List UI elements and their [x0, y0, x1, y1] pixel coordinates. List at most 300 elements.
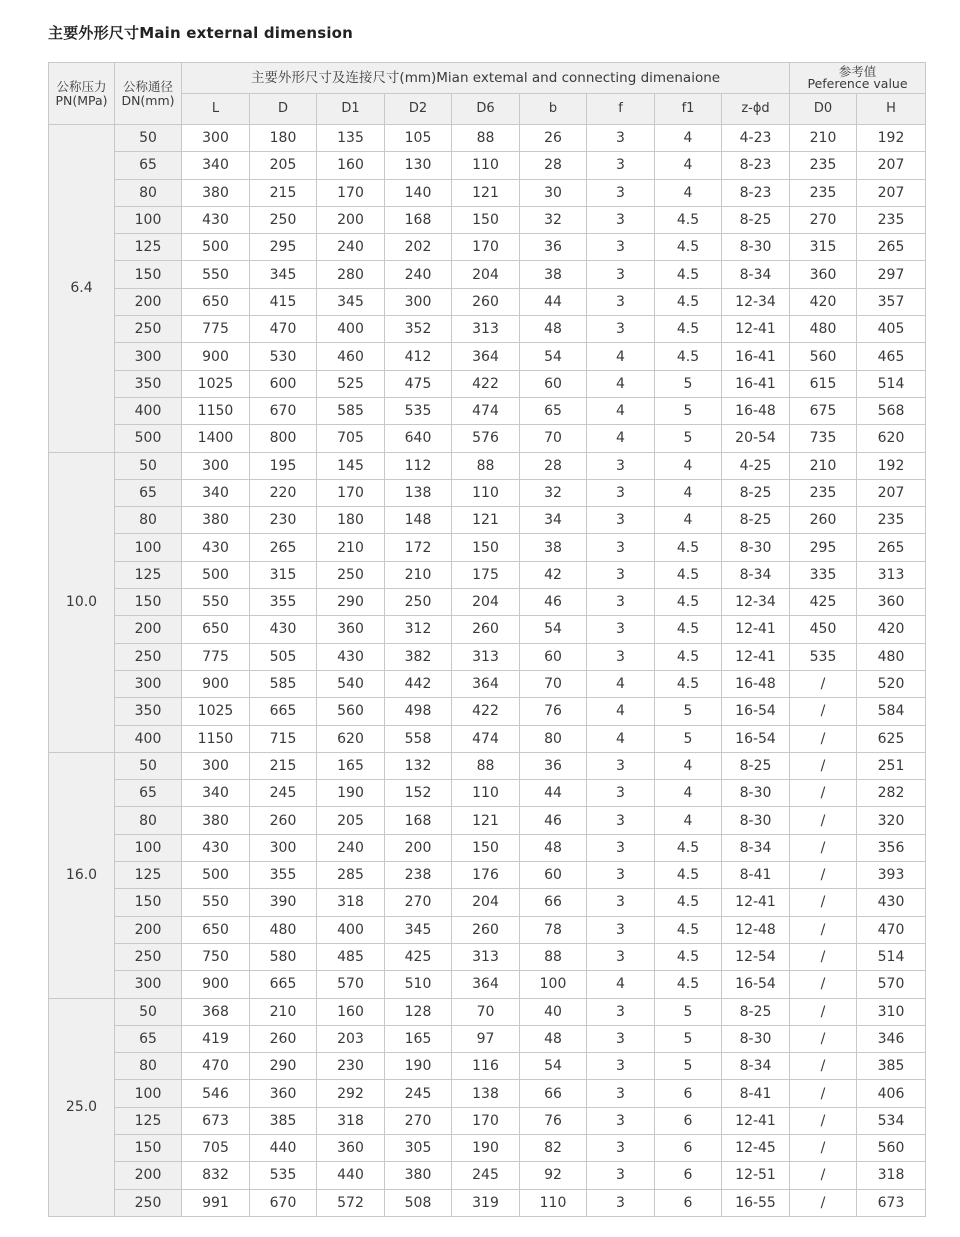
value-cell: 670 — [250, 1189, 317, 1216]
value-cell: 3 — [587, 561, 655, 588]
value-cell: 200 — [317, 206, 385, 233]
table-row — [49, 479, 926, 506]
value-cell: 203 — [317, 1025, 385, 1052]
value-cell: 340 — [182, 152, 250, 179]
value-cell: 8-25 — [722, 479, 790, 506]
value-cell: 240 — [385, 261, 452, 288]
value-cell: 498 — [385, 698, 452, 725]
table-row — [49, 561, 926, 588]
value-cell: 3 — [587, 589, 655, 616]
value-cell: 88 — [452, 752, 520, 779]
value-cell: 38 — [520, 261, 587, 288]
value-cell: 46 — [520, 589, 587, 616]
value-cell: / — [790, 971, 857, 998]
value-cell: 560 — [790, 343, 857, 370]
value-cell: 16-54 — [722, 725, 790, 752]
value-cell: 110 — [452, 479, 520, 506]
value-cell: 82 — [520, 1134, 587, 1161]
value-cell: 430 — [182, 534, 250, 561]
value-cell: 3 — [587, 261, 655, 288]
value-cell: 28 — [520, 452, 587, 479]
value-cell: 32 — [520, 206, 587, 233]
value-cell: 4 — [655, 152, 722, 179]
value-cell: 3 — [587, 752, 655, 779]
table-row — [49, 616, 926, 643]
value-cell: 382 — [385, 643, 452, 670]
value-cell: 3 — [587, 1053, 655, 1080]
value-cell: 360 — [317, 616, 385, 643]
value-cell: 368 — [182, 998, 250, 1025]
dn-cell: 250 — [115, 316, 182, 343]
value-cell: 220 — [250, 479, 317, 506]
table-row — [49, 1189, 926, 1216]
value-cell: 235 — [790, 179, 857, 206]
value-cell: 520 — [857, 670, 926, 697]
value-cell: 300 — [182, 125, 250, 152]
value-cell: 4 — [587, 971, 655, 998]
value-cell: 415 — [250, 288, 317, 315]
value-cell: 356 — [857, 834, 926, 861]
value-cell: 12-41 — [722, 616, 790, 643]
dn-cell: 300 — [115, 971, 182, 998]
dn-cell: 500 — [115, 425, 182, 452]
value-cell: 210 — [385, 561, 452, 588]
dn-cell: 250 — [115, 943, 182, 970]
value-cell: 8-34 — [722, 1053, 790, 1080]
value-cell: 12-41 — [722, 643, 790, 670]
value-cell: 3 — [587, 1189, 655, 1216]
value-cell: 475 — [385, 370, 452, 397]
value-cell: 6 — [655, 1107, 722, 1134]
value-cell: 195 — [250, 452, 317, 479]
value-cell: 360 — [790, 261, 857, 288]
value-cell: 4 — [587, 343, 655, 370]
value-cell: 6 — [655, 1189, 722, 1216]
table-row — [49, 397, 926, 424]
table-row — [49, 698, 926, 725]
value-cell: 530 — [250, 343, 317, 370]
column-header: D — [250, 94, 317, 125]
value-cell: 900 — [182, 343, 250, 370]
value-cell: 500 — [182, 234, 250, 261]
value-cell: / — [790, 807, 857, 834]
value-cell: 4.5 — [655, 534, 722, 561]
table-row — [49, 1162, 926, 1189]
value-cell: 180 — [250, 125, 317, 152]
value-cell: 550 — [182, 889, 250, 916]
value-cell: 620 — [317, 725, 385, 752]
value-cell: 4.5 — [655, 589, 722, 616]
dn-cell: 125 — [115, 1107, 182, 1134]
value-cell: 4 — [655, 780, 722, 807]
table-row — [49, 725, 926, 752]
value-cell: 318 — [317, 1107, 385, 1134]
value-cell: 1025 — [182, 370, 250, 397]
value-cell: 260 — [250, 1025, 317, 1052]
value-cell: / — [790, 1053, 857, 1080]
value-cell: 260 — [250, 807, 317, 834]
value-cell: 8-30 — [722, 780, 790, 807]
value-cell: 305 — [385, 1134, 452, 1161]
value-cell: 112 — [385, 452, 452, 479]
value-cell: 12-41 — [722, 1107, 790, 1134]
value-cell: 16-48 — [722, 670, 790, 697]
value-cell: 8-30 — [722, 1025, 790, 1052]
value-cell: 514 — [857, 943, 926, 970]
table-row — [49, 261, 926, 288]
column-header: z-ϕd — [722, 94, 790, 125]
value-cell: / — [790, 916, 857, 943]
value-cell: 16-41 — [722, 370, 790, 397]
value-cell: 775 — [182, 316, 250, 343]
ref-header-cn: 参考值 — [838, 64, 877, 79]
dn-cell: 150 — [115, 889, 182, 916]
value-cell: 12-41 — [722, 316, 790, 343]
value-cell: 1150 — [182, 397, 250, 424]
value-cell: 3 — [587, 862, 655, 889]
value-cell: 150 — [452, 834, 520, 861]
value-cell: 54 — [520, 1053, 587, 1080]
value-cell: 675 — [790, 397, 857, 424]
value-cell: 60 — [520, 643, 587, 670]
value-cell: 346 — [857, 1025, 926, 1052]
value-cell: 12-48 — [722, 916, 790, 943]
value-cell: 300 — [182, 452, 250, 479]
value-cell: 48 — [520, 834, 587, 861]
value-cell: 345 — [317, 288, 385, 315]
dn-cell: 100 — [115, 1080, 182, 1107]
value-cell: 4.5 — [655, 889, 722, 916]
value-cell: 355 — [250, 862, 317, 889]
table-row — [49, 998, 926, 1025]
value-cell: 215 — [250, 752, 317, 779]
dn-cell: 65 — [115, 780, 182, 807]
value-cell: 150 — [452, 206, 520, 233]
value-cell: 625 — [857, 725, 926, 752]
value-cell: 535 — [790, 643, 857, 670]
pn-header — [49, 63, 115, 125]
table-row — [49, 507, 926, 534]
value-cell: 425 — [790, 589, 857, 616]
table-row — [49, 534, 926, 561]
value-cell: 3 — [587, 943, 655, 970]
value-cell: 3 — [587, 1107, 655, 1134]
dn-cell: 65 — [115, 479, 182, 506]
dimension-table — [48, 62, 926, 1217]
value-cell: 290 — [250, 1053, 317, 1080]
value-cell: 170 — [317, 179, 385, 206]
value-cell: 3 — [587, 643, 655, 670]
value-cell: 282 — [857, 780, 926, 807]
value-cell: / — [790, 1189, 857, 1216]
dn-header-cn: 公称通径 — [122, 78, 173, 94]
value-cell: 8-30 — [722, 807, 790, 834]
value-cell: 70 — [520, 425, 587, 452]
value-cell: 280 — [317, 261, 385, 288]
value-cell: 16-41 — [722, 343, 790, 370]
value-cell: 500 — [182, 561, 250, 588]
value-cell: 12-34 — [722, 589, 790, 616]
value-cell: 110 — [520, 1189, 587, 1216]
value-cell: / — [790, 1080, 857, 1107]
dn-cell: 200 — [115, 1162, 182, 1189]
value-cell: 40 — [520, 998, 587, 1025]
value-cell: 172 — [385, 534, 452, 561]
value-cell: 3 — [587, 125, 655, 152]
value-cell: 300 — [182, 752, 250, 779]
value-cell: 540 — [317, 670, 385, 697]
value-cell: 204 — [452, 589, 520, 616]
table-row — [49, 1025, 926, 1052]
value-cell: 3 — [587, 152, 655, 179]
dn-cell: 200 — [115, 916, 182, 943]
value-cell: 210 — [790, 452, 857, 479]
value-cell: 560 — [857, 1134, 926, 1161]
value-cell: 121 — [452, 507, 520, 534]
value-cell: 360 — [250, 1080, 317, 1107]
value-cell: 1150 — [182, 725, 250, 752]
value-cell: 16-48 — [722, 397, 790, 424]
table-body — [49, 125, 926, 1217]
value-cell: 4 — [655, 452, 722, 479]
value-cell: 525 — [317, 370, 385, 397]
value-cell: 4.5 — [655, 288, 722, 315]
table-row — [49, 889, 926, 916]
value-cell: 3 — [587, 780, 655, 807]
value-cell: 12-41 — [722, 889, 790, 916]
value-cell: 364 — [452, 971, 520, 998]
value-cell: 36 — [520, 752, 587, 779]
value-cell: 207 — [857, 152, 926, 179]
table-row — [49, 1053, 926, 1080]
value-cell: 170 — [452, 234, 520, 261]
value-cell: 121 — [452, 179, 520, 206]
value-cell: 300 — [250, 834, 317, 861]
value-cell: 12-45 — [722, 1134, 790, 1161]
value-cell: 60 — [520, 862, 587, 889]
value-cell: 357 — [857, 288, 926, 315]
value-cell: 265 — [857, 234, 926, 261]
table-row — [49, 370, 926, 397]
value-cell: 192 — [857, 452, 926, 479]
column-header: D6 — [452, 94, 520, 125]
value-cell: 420 — [790, 288, 857, 315]
dn-cell: 100 — [115, 534, 182, 561]
value-cell: 4 — [587, 725, 655, 752]
value-cell: 105 — [385, 125, 452, 152]
value-cell: / — [790, 1107, 857, 1134]
value-cell: 430 — [857, 889, 926, 916]
value-cell: 364 — [452, 343, 520, 370]
value-cell: 8-25 — [722, 206, 790, 233]
value-cell: 500 — [182, 862, 250, 889]
value-cell: 48 — [520, 316, 587, 343]
value-cell: 20-54 — [722, 425, 790, 452]
value-cell: 4.5 — [655, 971, 722, 998]
value-cell: 88 — [452, 125, 520, 152]
value-cell: 8-30 — [722, 234, 790, 261]
value-cell: 3 — [587, 998, 655, 1025]
value-cell: 4 — [655, 179, 722, 206]
table-row — [49, 834, 926, 861]
value-cell: 485 — [317, 943, 385, 970]
table-row — [49, 643, 926, 670]
value-cell: 422 — [452, 698, 520, 725]
value-cell: 92 — [520, 1162, 587, 1189]
value-cell: 210 — [790, 125, 857, 152]
value-cell: 235 — [790, 479, 857, 506]
dn-cell: 150 — [115, 589, 182, 616]
table-row — [49, 1134, 926, 1161]
value-cell: 430 — [317, 643, 385, 670]
dn-cell: 65 — [115, 152, 182, 179]
dn-cell: 50 — [115, 752, 182, 779]
value-cell: 3 — [587, 1134, 655, 1161]
value-cell: 204 — [452, 889, 520, 916]
value-cell: 393 — [857, 862, 926, 889]
value-cell: 4.5 — [655, 862, 722, 889]
value-cell: 97 — [452, 1025, 520, 1052]
value-cell: 3 — [587, 1080, 655, 1107]
value-cell: 450 — [790, 616, 857, 643]
value-cell: 265 — [857, 534, 926, 561]
value-cell: 900 — [182, 670, 250, 697]
value-cell: 4.5 — [655, 916, 722, 943]
dn-cell: 350 — [115, 698, 182, 725]
value-cell: / — [790, 670, 857, 697]
value-cell: 480 — [250, 916, 317, 943]
value-cell: 665 — [250, 698, 317, 725]
value-cell: / — [790, 998, 857, 1025]
value-cell: 6 — [655, 1080, 722, 1107]
value-cell: 705 — [182, 1134, 250, 1161]
value-cell: 5 — [655, 370, 722, 397]
value-cell: 76 — [520, 1107, 587, 1134]
value-cell: 292 — [317, 1080, 385, 1107]
value-cell: / — [790, 752, 857, 779]
value-cell: 65 — [520, 397, 587, 424]
value-cell: 425 — [385, 943, 452, 970]
value-cell: 345 — [385, 916, 452, 943]
table-row — [49, 807, 926, 834]
value-cell: 584 — [857, 698, 926, 725]
dn-cell: 150 — [115, 261, 182, 288]
value-cell: 130 — [385, 152, 452, 179]
value-cell: 260 — [452, 288, 520, 315]
value-cell: 832 — [182, 1162, 250, 1189]
table-row — [49, 234, 926, 261]
value-cell: 165 — [317, 752, 385, 779]
value-cell: 313 — [452, 316, 520, 343]
value-cell: 665 — [250, 971, 317, 998]
value-cell: 340 — [182, 780, 250, 807]
dn-cell: 50 — [115, 125, 182, 152]
value-cell: 474 — [452, 397, 520, 424]
value-cell: 235 — [857, 206, 926, 233]
value-cell: 3 — [587, 288, 655, 315]
value-cell: 204 — [452, 261, 520, 288]
value-cell: 335 — [790, 561, 857, 588]
value-cell: 400 — [317, 316, 385, 343]
value-cell: 419 — [182, 1025, 250, 1052]
value-cell: 8-34 — [722, 561, 790, 588]
value-cell: 150 — [452, 534, 520, 561]
dn-cell: 65 — [115, 1025, 182, 1052]
value-cell: 585 — [317, 397, 385, 424]
value-cell: 673 — [857, 1189, 926, 1216]
dn-cell: 100 — [115, 834, 182, 861]
value-cell: / — [790, 725, 857, 752]
value-cell: 430 — [250, 616, 317, 643]
value-cell: 260 — [790, 507, 857, 534]
value-cell: 670 — [250, 397, 317, 424]
value-cell: 265 — [250, 534, 317, 561]
value-cell: 422 — [452, 370, 520, 397]
value-cell: 345 — [250, 261, 317, 288]
dn-cell: 80 — [115, 807, 182, 834]
value-cell: 148 — [385, 507, 452, 534]
value-cell: 800 — [250, 425, 317, 452]
value-cell: 615 — [790, 370, 857, 397]
column-header: D1 — [317, 94, 385, 125]
value-cell: 295 — [250, 234, 317, 261]
pn-cell: 25.0 — [49, 998, 115, 1216]
dn-cell: 250 — [115, 1189, 182, 1216]
value-cell: 300 — [385, 288, 452, 315]
value-cell: 245 — [452, 1162, 520, 1189]
table-row — [49, 316, 926, 343]
value-cell: 550 — [182, 261, 250, 288]
value-cell: 318 — [317, 889, 385, 916]
value-cell: 170 — [452, 1107, 520, 1134]
value-cell: 200 — [385, 834, 452, 861]
value-cell: 12-54 — [722, 943, 790, 970]
value-cell: 4.5 — [655, 261, 722, 288]
dn-cell: 200 — [115, 288, 182, 315]
value-cell: 66 — [520, 1080, 587, 1107]
value-cell: 4 — [655, 807, 722, 834]
value-cell: 465 — [857, 343, 926, 370]
value-cell: 4 — [655, 125, 722, 152]
dn-cell: 80 — [115, 507, 182, 534]
value-cell: 100 — [520, 971, 587, 998]
dn-cell: 400 — [115, 397, 182, 424]
value-cell: 5 — [655, 698, 722, 725]
table-row — [49, 425, 926, 452]
value-cell: 405 — [857, 316, 926, 343]
value-cell: 380 — [182, 807, 250, 834]
value-cell: 510 — [385, 971, 452, 998]
value-cell: 505 — [250, 643, 317, 670]
value-cell: 210 — [317, 534, 385, 561]
value-cell: 352 — [385, 316, 452, 343]
value-cell: 285 — [317, 862, 385, 889]
value-cell: 4 — [587, 425, 655, 452]
value-cell: 138 — [385, 479, 452, 506]
value-cell: 16-54 — [722, 971, 790, 998]
value-cell: 8-25 — [722, 998, 790, 1025]
value-cell: 420 — [857, 616, 926, 643]
value-cell: 8-41 — [722, 1080, 790, 1107]
value-cell: 4.5 — [655, 834, 722, 861]
value-cell: 440 — [250, 1134, 317, 1161]
value-cell: 4.5 — [655, 616, 722, 643]
value-cell: 26 — [520, 125, 587, 152]
value-cell: 360 — [317, 1134, 385, 1161]
value-cell: 319 — [452, 1189, 520, 1216]
dn-cell: 300 — [115, 343, 182, 370]
value-cell: 535 — [385, 397, 452, 424]
